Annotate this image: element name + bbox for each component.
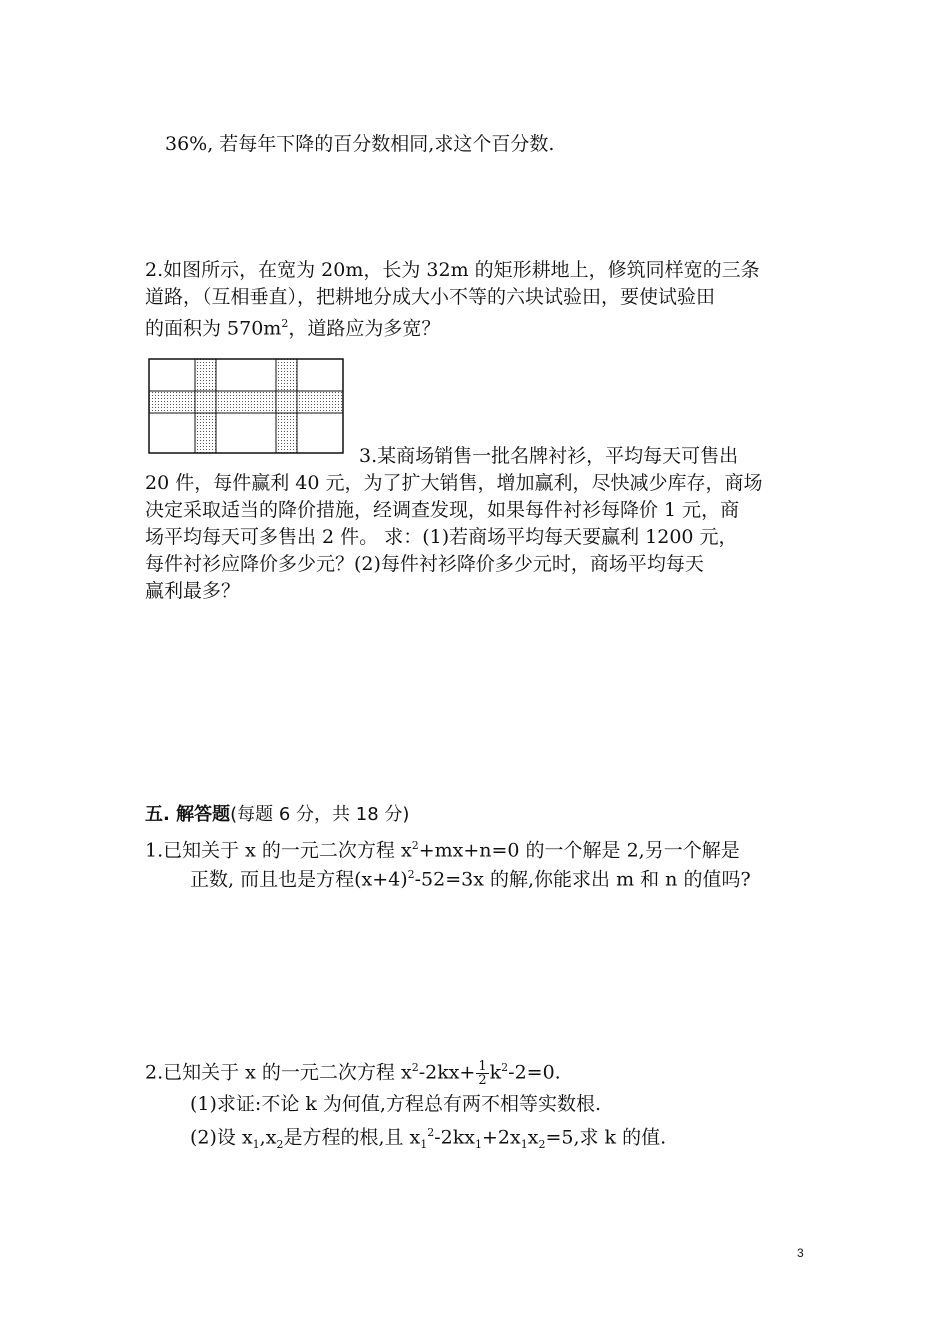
s5-q1-line-1: [145, 832, 740, 864]
section-5-title: 五. 解答题: [145, 804, 231, 825]
q3-line-6: 赢利最多？: [145, 580, 241, 602]
q3-line-5: 每件衬衫应降价多少元？(2)每件衬衫降价多少元时，商场平均每天: [145, 553, 704, 575]
q3-line-4: 场平均每天可多售出 2 件。 求：(1)若商场平均每天要赢利 1200 元，: [145, 526, 738, 548]
s5-q2-k: k: [489, 1061, 502, 1084]
s5-q2-line-1: [145, 1050, 561, 1090]
s5-q1-sup-a: 2: [411, 839, 419, 852]
s5-q2-text-c: -2=0.: [508, 1061, 561, 1084]
s5-q2-c-pre: (2)设 x: [190, 1126, 253, 1149]
s5-q2-sup-a: 2: [411, 1061, 419, 1074]
s5-q1-text-a: 1.已知关于 x 的一元二次方程 x: [145, 839, 412, 862]
road-vertical-right: [276, 359, 297, 453]
s5-q2-line-2: (1)求证:不论 k 为何值,方程总有两不相等实数根.: [190, 1093, 601, 1115]
s5-q2-c-s4: 1: [474, 1138, 482, 1152]
section-5-note: (每题 6 分，共 18 分): [230, 804, 410, 825]
line-percent: 36%, 若每年下降的百分数相同,求这个百分数.: [165, 133, 555, 155]
s5-q1-line-2: [190, 861, 751, 893]
s5-q2-c-s6: 2: [538, 1138, 546, 1152]
s5-q2-c-sup3: 2: [427, 1126, 435, 1139]
s5-q2-text-a: 2.已知关于 x 的一元二次方程 x: [145, 1061, 412, 1084]
s5-q1-text-c: 正数, 而且也是方程(x+4): [190, 868, 408, 891]
q2-superscript: 2: [281, 317, 289, 330]
s5-q2-c-m5: x: [527, 1126, 539, 1149]
s5-q1-sup-b: 2: [407, 868, 415, 881]
section-5-heading: [145, 800, 409, 829]
s5-q1-text-b: +mx+n=0 的一个解是 2,另一个解是: [418, 839, 740, 862]
s5-q2-c-m2: 是方程的根,且 x: [283, 1126, 421, 1149]
road-horizontal: [149, 391, 343, 413]
s5-q2-c-s1: 1: [252, 1138, 260, 1152]
fraction-one-half: [476, 1060, 488, 1087]
s5-q2-text-b: -2kx+: [418, 1061, 476, 1084]
field-diagram-svg: [148, 358, 344, 454]
fraction-numerator: 1: [478, 1058, 487, 1074]
s5-q1-text-d: -52=3x 的解,你能求出 m 和 n 的值吗?: [414, 868, 751, 891]
q2-line-3-tail: ，道路应为多宽？: [288, 317, 441, 340]
s5-q2-c-s2: 2: [276, 1138, 284, 1152]
s5-q2-c-m4: +2x: [481, 1126, 521, 1149]
q3-line-3: 决定采取适当的降价措施，经调查发现，如果每件衬衫每降价 1 元，商: [145, 499, 740, 521]
q2-line-2: 道路，（互相垂直），把耕地分成大小不等的六块试验田，要使试验田: [145, 286, 716, 308]
road-vertical-left: [195, 359, 216, 453]
s5-q2-c-m3: -2kx: [434, 1126, 475, 1149]
s5-q2-line-3: [190, 1119, 666, 1159]
field-diagram: [148, 358, 344, 458]
q2-line-1: 2.如图所示，在宽为 20m，长为 32m 的矩形耕地上，修筑同样宽的三条: [145, 259, 760, 281]
s5-q2-c-s3: 1: [420, 1138, 428, 1152]
s5-q2-sup-b: 2: [501, 1061, 509, 1074]
fraction-denominator: 2: [478, 1072, 487, 1088]
q3-line-1: 3.某商场销售一批名牌衬衫，平均每天可售出: [359, 445, 739, 467]
q3-line-2: 20 件，每件赢利 40 元，为了扩大销售，增加赢利，尽快减少库存，商场: [145, 472, 763, 494]
s5-q2-c-post: =5,求 k 的值.: [545, 1126, 667, 1149]
q2-line-3-text: 的面积为 570m: [145, 317, 282, 340]
s5-q2-c-m1: ,x: [259, 1126, 277, 1149]
page-number: 3: [797, 1246, 804, 1260]
s5-q2-c-s5: 1: [520, 1138, 528, 1152]
q2-line-3: [145, 310, 440, 342]
